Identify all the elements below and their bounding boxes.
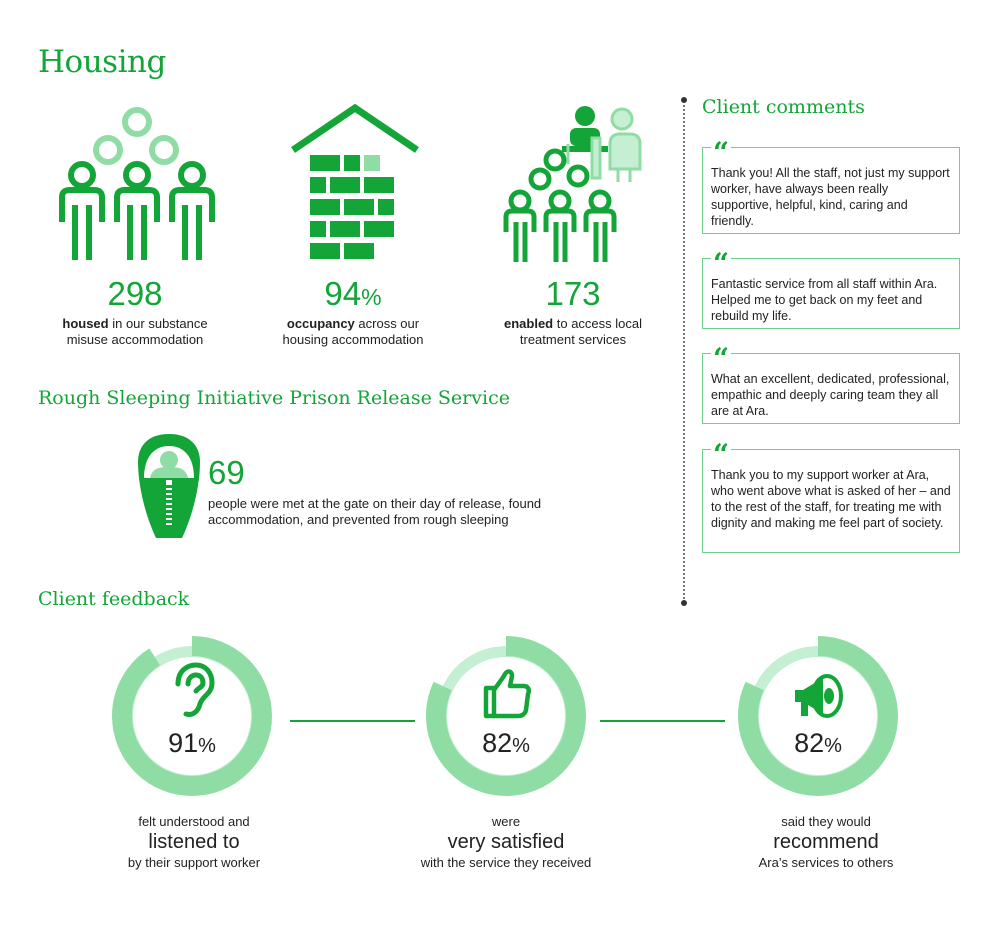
stat-occupancy-value: 94% [324, 275, 382, 312]
comments-title: Client comments [702, 96, 865, 118]
people-meeting-icon [500, 104, 650, 264]
gauge-listened [112, 636, 272, 796]
house-bricks-icon [290, 103, 420, 263]
stat-housed-caption: housed in our substance misuse accommodation [62, 316, 208, 347]
comment-card [702, 139, 960, 234]
gauge-listened-value: 91% [168, 728, 216, 758]
quote-icon: “ [713, 441, 730, 463]
stat-housed-value: 298 [107, 275, 163, 312]
feedback-caption-satisfied: were very satisfied with the service they received [420, 814, 592, 870]
stat-enabled-value: 173 [545, 275, 601, 312]
divider-dot-top [681, 97, 687, 103]
feedback-connector [600, 720, 725, 722]
gauge-satisfied [426, 636, 586, 796]
rough-sleeping-title: Rough Sleeping Initiative Prison Release Service [38, 387, 510, 409]
feedback-caption-listened: felt understood and listened to by their support worker [127, 814, 261, 870]
comment-card [702, 441, 960, 553]
feedback-title: Client feedback [38, 588, 190, 610]
stat-enabled-caption: enabled to access local treatment services [504, 316, 642, 347]
quote-icon: “ [713, 250, 730, 272]
rough-sleeping-caption: people were met at the gate on their day of release, found accommodation, and prevented from rough sleeping [208, 496, 542, 527]
comment-card [702, 250, 960, 329]
gauge-recommend [738, 636, 898, 796]
comment-text: Thank you to my support worker at Ara, who went above what is asked of her – and to the rest of the staff, for treating me with dignity and making me feel part of society. [711, 468, 951, 530]
quote-icon: “ [713, 345, 730, 367]
page-title: Housing [38, 44, 166, 80]
quote-icon: “ [713, 139, 730, 161]
divider-dot-bottom [681, 600, 687, 606]
comment-text: Fantastic service from all staff within Ara. Helped me to get back on my feet and rebuild my life. [711, 277, 938, 323]
gauge-satisfied-value: 82% [482, 728, 530, 758]
gauge-recommend-value: 82% [794, 728, 842, 758]
people-group-icon [52, 105, 222, 260]
comments-divider [683, 100, 685, 603]
comment-card [702, 345, 960, 424]
feedback-connector [290, 720, 415, 722]
comment-text: What an excellent, dedicated, professional, empathic and deeply caring team they all are at Ara. [711, 372, 950, 418]
feedback-caption-recommend: said they would recommend Ara’s services to others [758, 814, 894, 870]
rough-sleeping-value: 69 [208, 454, 245, 491]
sleeping-bag-icon [136, 432, 202, 540]
comment-text: Thank you! All the staff, not just my support worker, have always been really supportive, helpful, kind, caring and friendly. [711, 166, 950, 228]
stat-occupancy-caption: occupancy across our housing accommodation [282, 316, 424, 347]
